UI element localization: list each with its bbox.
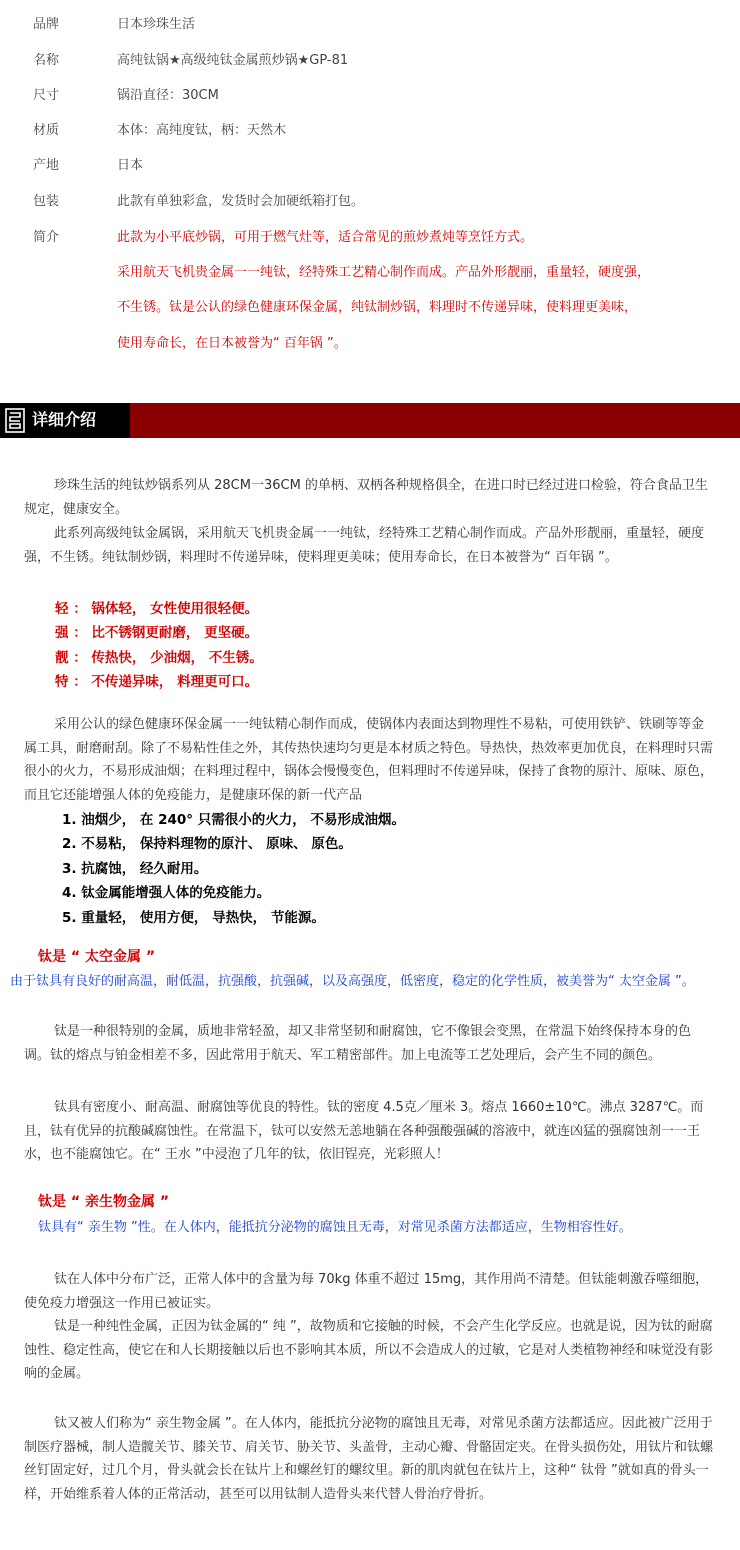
spec-label: 品牌 [33,17,60,32]
feature-special: 特 ： 不传递异味， 料理更可口。 [55,674,259,690]
feature-light: 轻 ： 锅体轻， 女性使用很轻便。 [55,601,259,617]
spec-value: 日本珍珠生活 [117,17,196,32]
banner-title: 详细介绍 [32,410,97,429]
intro-line: 采用航天飞机贵金属一一纯钛，经特殊工艺精心制作而成。产品外形靓丽，重量轻，硬度强， [117,265,651,280]
spec-value: 此款有单独彩盒，发货时会加硬纸箱打包。 [117,194,365,209]
intro-line: 使用寿命长，在日本被誉为“ 百年锅 ”。 [117,336,347,351]
paragraph-pure-metal: 钛是一种纯性金属，正因为钛金属的“ 纯 ”，故物质和它接触的时候，不会产生化学反应。也就是说，因为钛的耐腐蚀性、稳定性高，使它在和人长期接触以后也不影响其本质，所以不会造成人的过敏，它是对人类植物神经和味觉没有影响的金属。 [24,1319,714,1381]
numbered-item: 3. 抗腐蚀， 经久耐用。 [62,861,208,877]
spec-value: 此款为小平底炒锅，可用于燃气灶等，适合常见的煎炒煮炖等烹饪方式。 [117,230,534,245]
numbered-item: 4. 钛金属能增强人体的免疫能力。 [62,885,271,901]
numbered-item: 5. 重量轻， 使用方便， 导热快， 节能源。 [62,910,325,926]
heading-space-metal: 钛是 “ 太空金属 ” [38,949,156,965]
banner-tab [0,403,130,438]
seal-logo-icon [5,408,25,433]
heading-bio-metal: 钛是 “ 亲生物金属 ” [38,1194,170,1210]
spec-value: 本体：高纯度钛，柄：天然木 [117,123,287,138]
section-banner [0,403,740,438]
blue-line-bio-metal: 钛具有“ 亲生物 ”性。在人体内，能抵抗分泌物的腐蚀且无毒，对常见杀菌方法都适应，生物相容性好。 [38,1220,632,1235]
paragraph-special-metal: 钛是一种很特别的金属，质地非常轻盈，却又非常坚韧和耐腐蚀，它不像银会变黑，在常温下始终保持本身的色调。钛的熔点与铂金相差不多，因此常用于航天、军工精密部件。加上电流等工艺处理后，会产生不同的颜色。 [24,1024,692,1063]
spec-label: 尺寸 [33,88,60,103]
spec-label: 简介 [33,230,60,245]
numbered-item: 1. 油烟少， 在 240° 只需很小的火力， 不易形成油烟。 [62,812,405,828]
paragraph-medical: 钛又被人们称为“ 亲生物金属 ”。在人体内，能抵抗分泌物的腐蚀且无毒，对常见杀菌方法都适应。因此被广泛用于制医疗器械，制人造髋关节、膝关节、肩关节、胁关节、头盖骨，主动心瓣、骨骼固定夹。在骨头损伤处，用钛片和钛螺丝钉固定好，过几个月，骨头就会长在钛片上和螺丝钉的螺纹里。新的肌肉就包在钛片上，这种“ 钛骨 ”就如真的骨头一样，开始维系着人体的正常活动，甚至可以用钛制人造骨头来代替人骨治疗骨折。 [24,1416,714,1502]
spec-label: 包装 [33,194,60,209]
spec-value: 日本 [117,158,144,173]
spec-label: 材质 [33,123,60,138]
numbered-item: 2. 不易粘， 保持料理物的原汁、 原味、 原色。 [62,836,352,852]
spec-label: 名称 [33,53,60,68]
paragraph-human-body: 钛在人体中分布广泛，正常人体中的含量为每 70kg 体重不超过 15mg，其作用尚不清楚。但钛能刺激吞噬细胞，使免疫力增强这一作用已被证实。 [24,1272,709,1311]
feature-beautiful: 靓 ： 传热快， 少油烟， 不生锈。 [55,650,263,666]
spec-value: 高纯钛锅★高级纯钛金属煎炒锅★GP-81 [117,53,349,68]
intro-line: 不生锈。钛是公认的绿色健康环保金属，纯钛制炒锅，料理时不传递异味，使料理更美味， [117,300,638,315]
paragraph-material: 此系列高级纯钛金属锅，采用航天飞机贵金属一一纯钛，经特殊工艺精心制作而成。产品外形靓丽，重量轻，硬度强，不生锈。纯钛制炒锅，料理时不传递异味，使料理更美味；使用寿命长，在日本被誉为“ 百年锅 ”。 [24,526,705,565]
paragraph-nonstick: 采用公认的绿色健康环保金属一一纯钛精心制作而成，使锅体内表面达到物理性不易粘，可使用铁铲、铁刷等等金属工具，耐磨耐刮。除了不易粘性佳之外，其传热快速均匀更是本材质之特色。导热快，热效率更加优良，在料理时只需很小的火力，不易形成油烟；在料理过程中，锅体会慢慢变色，但料理时不传递异味，保持了食物的原汁、原味、原色，而且它还能增强人体的免疫能力，是健康环保的新一代产品 [24,717,714,803]
spec-label: 产地 [33,158,60,173]
paragraph-density: 钛具有密度小、耐高温、耐腐蚀等优良的特性。钛的密度 4.5克／厘米 3。熔点 1660±10℃。沸点 3287℃。而且，钛有优异的抗酸碱腐蚀性。在常温下，钛可以安然无恙地躺在各种强酸强碱的溶液中，就连凶猛的强腐蚀剂一一王水，也不能腐蚀它。在“ 王水 ”中浸泡了几年的钛，依旧锃亮，光彩照人！ [24,1100,704,1162]
spec-value: 锅沿直径：30CM [117,88,219,103]
paragraph-series: 珍珠生活的纯钛炒锅系列从 28CM一36CM 的单柄、双柄各种规格俱全，在进口时已经过进口检验，符合食品卫生规定，健康安全。 [24,478,708,517]
blue-line-space-metal: 由于钛具有良好的耐高温，耐低温，抗强酸，抗强碱，以及高强度，低密度，稳定的化学性质，被美誉为“ 太空金属 ”。 [10,974,695,989]
feature-strong: 强 ： 比不锈钢更耐磨， 更坚硬。 [55,625,259,641]
